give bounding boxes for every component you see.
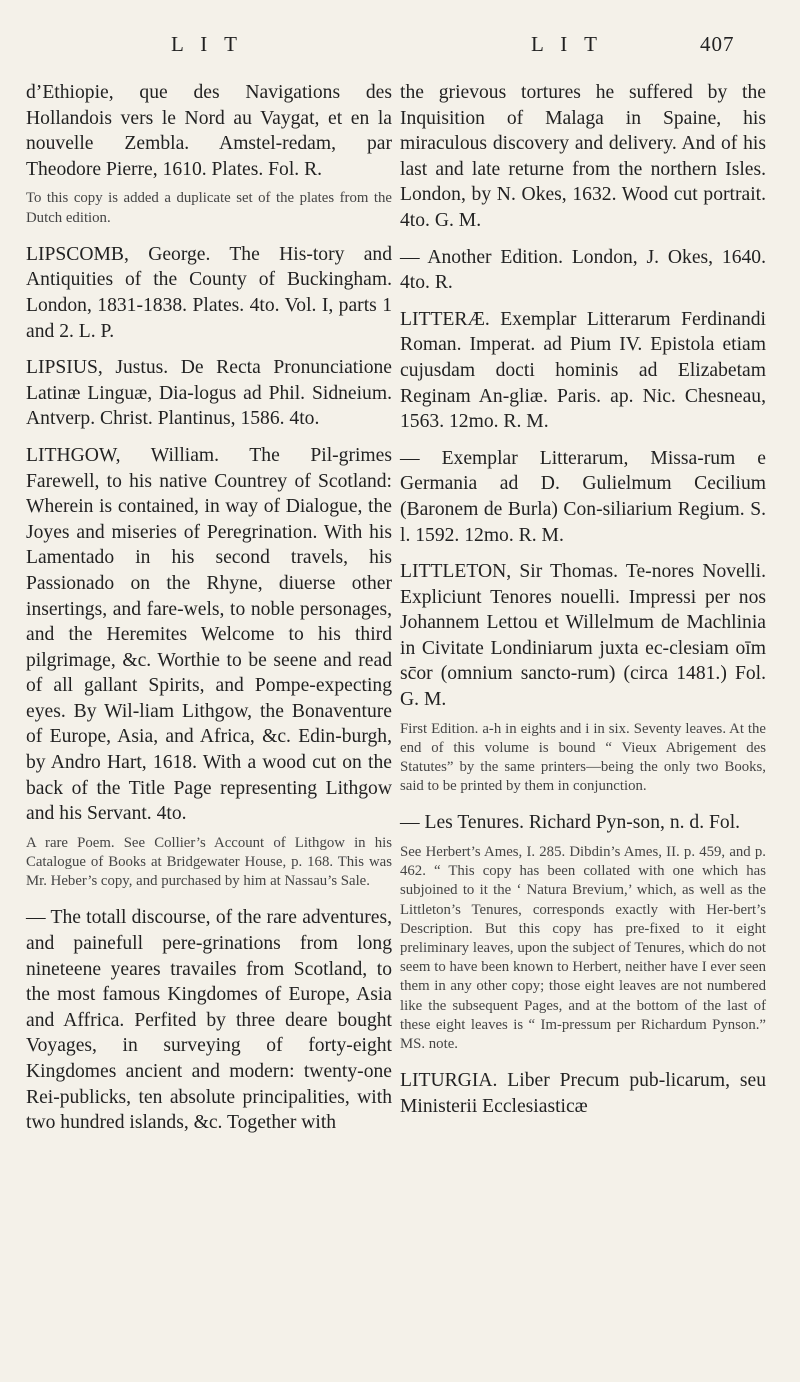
right-column xyxy=(400,80,766,1130)
entry-exemplar-litterarum: — Exemplar Litterarum, Missa-rum e Germania ad D. Gulielmum Cecilium (Baronem de Burla) Con-siliarium Regium. S. l. 1592. 12mo. R. M. xyxy=(400,447,766,546)
entry-lipscomb: LIPSCOMB, George. The His-tory and Antiquities of the County of Buckingham. London, 1831-1838. Plates. 4to. Vol. I, parts 1 and 2. L. P. xyxy=(26,243,392,342)
entry-lipsius: LIPSIUS, Justus. De Recta Pronunciatione Latinæ Linguæ, Dia-logus ad Phil. Sidneium. Antverp. Christ. Plantinus, 1586. 4to. xyxy=(26,357,392,430)
entry-note: First Edition. a-h in eights and i in six. Seventy leaves. At the end of this volume is bound “ Vieux Abrigement des Statutes” by the same printers—being the only two Books, said to be printed by them in conjunction. xyxy=(400,720,766,795)
entry-lithgow-totall-discourse: — The totall discourse, of the rare adventures, and painefull pere-grinations from long nineteene yeares travailes from Scotland, to the most famous Kingdomes of Europe, Asia and Affrica. Perfited by three deare bought Voyages, in surveying of forty-eight Kingdomes ancient and modern: twenty-one Rei-publicks, ten absolute principalities, with two hundred islands, &c. Together with xyxy=(26,907,392,1134)
entry-les-tenures: — Les Tenures. Richard Pyn-son, n. d. Fol. xyxy=(400,812,741,834)
header-right-title: L I T xyxy=(531,32,603,56)
entry-liturgia: LITURGIA. Liber Precum pub-licarum, seu Ministerii Ecclesiasticæ xyxy=(400,1070,766,1117)
left-column xyxy=(26,80,392,1147)
entry-note: See Herbert’s Ames, I. 285. Dibdin’s Ames, II. p. 459, and p. 462. “ This copy has been collated with one which has subjoined to it the ‘ Natura Brevium,’ which, as well as the Littleton’s Tenures, corresponds exactly with Her-bert’s Description. But this copy has pre-fixed to it eight preliminary leaves, upon the subject of Tenures, which do not seem to have been known to Herbert, neither have I ever seen them in any other copy; those eight leaves are not numbered like the subsequent Pages, and at the bottom of the last of these eight leaves is “ Im-pressum per Richardum Pynson.” MS. note. xyxy=(400,844,766,1053)
running-header xyxy=(0,32,800,62)
entry-continuation: d’Ethiopie, que des Navigations des Hollandois vers le Nord au Vaygat, et en la nouvelle Zembla. Amstel-redam, par Theodore Pierre, 1610. Plates. Fol. R. xyxy=(26,82,392,180)
entry-lithgow: LITHGOW, William. The Pil-grimes Farewell, to his native Countrey of Scotland: Wherein is contained, in way of Dialogue, the Joyes and miseries of Peregrination. With his Lamentado in his second travels, his Passionado on the Rhyne, diuerse other insertings, and fare-wels, to noble personages, and the Heremites Welcome to his third pilgrimage, &c. Worthie to be seene and read of all gallant Spirits, and Pompe-expecting eyes. By Wil-liam Lithgow, the Bonaventure of Europe, Asia, and Africa, &c. Edin-burgh, by Andro Hart, 1618. With a wood cut on the back of the Title Page representing Lithgow and his Servant. 4to. xyxy=(26,444,392,825)
entry-note: To this copy is added a duplicate set of the plates from the Dutch edition. xyxy=(26,190,392,226)
entry-littleton: LITTLETON, Sir Thomas. Te-nores Novelli. Expliciunt Tenores nouelli. Impressi per nos Johannem Lettou et Willelmum de Machlinia in Civitate Londiniarum juxta ec-clesiam oīm sc̄or (omnium sancto-rum) (circa 1481.) Fol. G. M. xyxy=(400,561,766,711)
entry-another-edition: — Another Edition. London, J. Okes, 1640. 4to. R. xyxy=(400,246,766,294)
entry-continuation: the grievous tortures he suffered by the Inquisition of Malaga in Spaine, his miraculous discovery and delivery. And of his last and late returne from the northern Isles. London, by N. Okes, 1632. Wood cut portrait. 4to. G. M. xyxy=(400,82,766,231)
entry-note: A rare Poem. See Collier’s Account of Lithgow in his Catalogue of Books at Bridgewater House, p. 168. This was Mr. Heber’s copy, and purchased by him at Nassau’s Sale. xyxy=(26,834,392,890)
header-left-title: L I T xyxy=(171,32,243,56)
page-number: 407 xyxy=(700,32,735,56)
entry-litterae: LITTERÆ. Exemplar Litterarum Ferdinandi Roman. Imperat. ad Pium IV. Epistola etiam cujusdam docti hominis ad Elizabetam Reginam An-gliæ. Paris. ap. Nic. Chesneau, 1563. 12mo. R. M. xyxy=(400,308,766,433)
